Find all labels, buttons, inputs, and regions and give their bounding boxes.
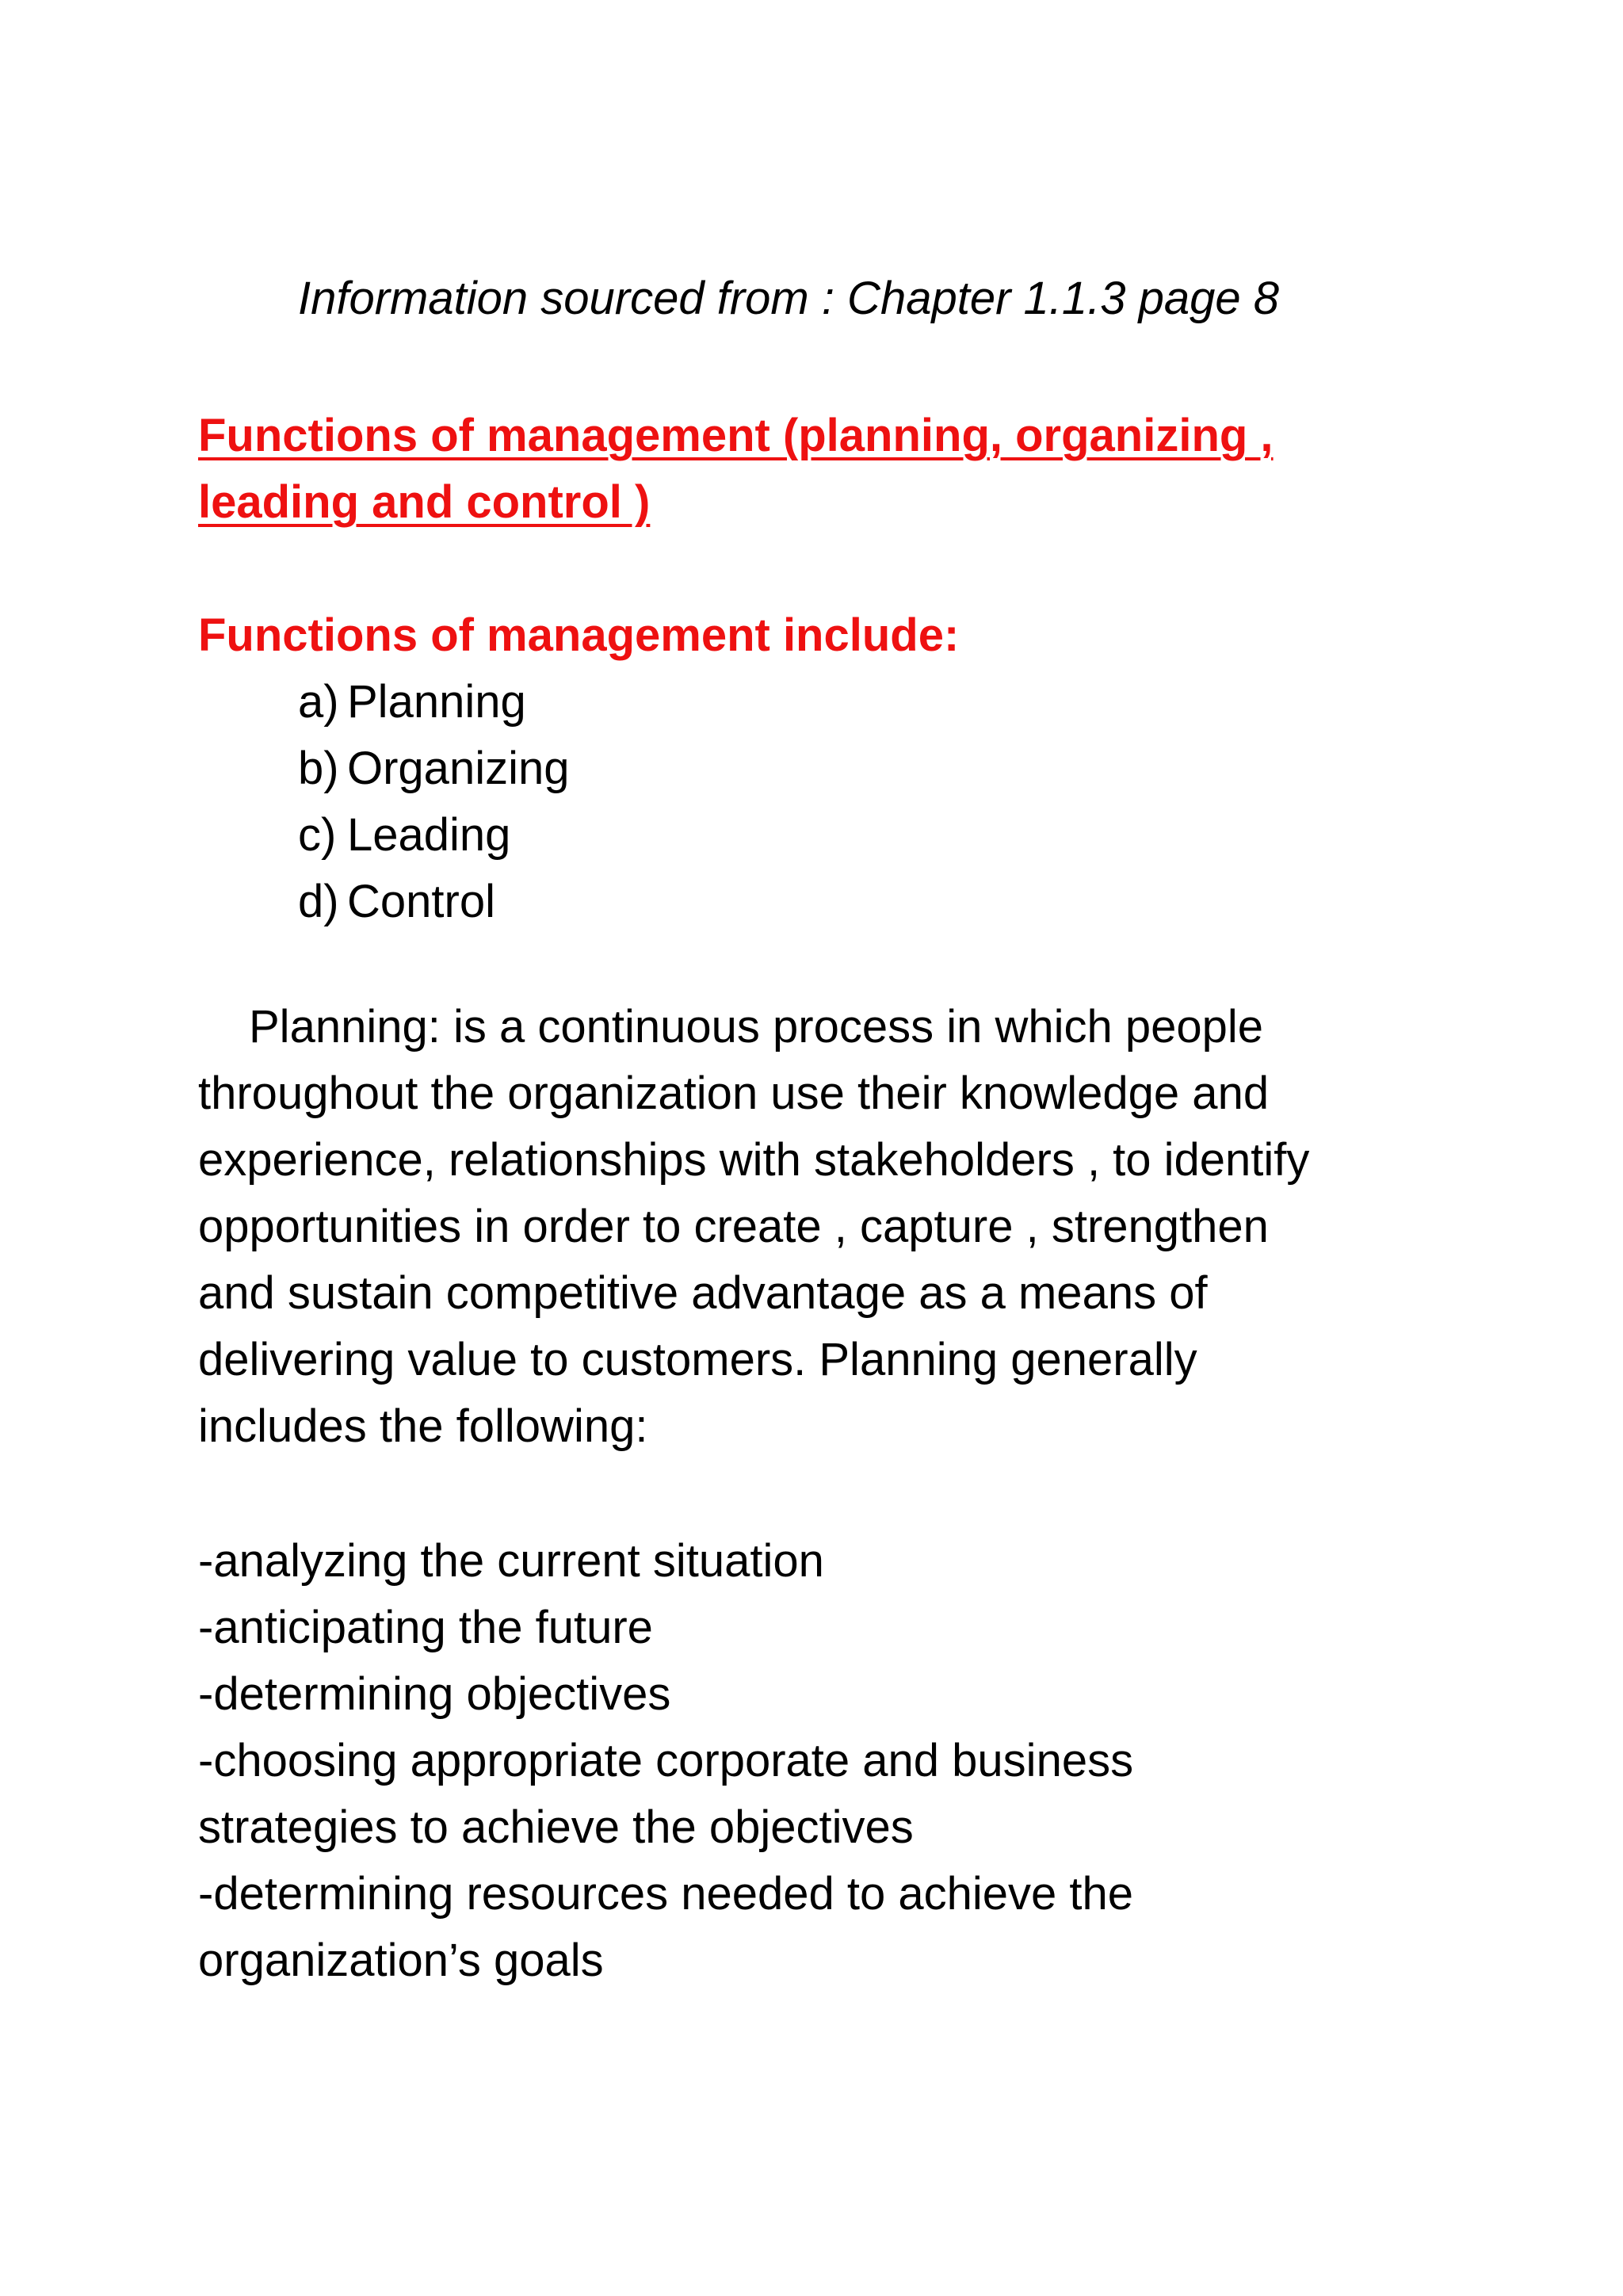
section-heading-line-1: Functions of management (planning, organizing ,	[198, 410, 1274, 461]
list-item	[298, 735, 569, 802]
functions-list	[298, 669, 569, 935]
list-marker: d)	[298, 876, 339, 927]
paragraph-line: and sustain competitive advantage as a means of	[198, 1267, 1208, 1319]
bullet-line: -anticipating the future	[198, 1602, 653, 1653]
paragraph-line: includes the following:	[198, 1400, 648, 1452]
paragraph-line: delivering value to customers. Planning generally	[198, 1334, 1197, 1385]
planning-steps-list	[198, 1528, 1450, 1994]
list-marker: b)	[298, 743, 339, 794]
subheading: Functions of management include:	[198, 609, 960, 661]
paragraph-line: opportunities in order to create , capture , strengthen	[198, 1201, 1269, 1252]
paragraph-line: experience, relationships with stakeholders , to identify	[198, 1134, 1310, 1186]
section-heading	[198, 403, 1466, 536]
list-item-label: Planning	[347, 676, 526, 728]
list-item-label: Organizing	[347, 743, 570, 794]
bullet-line: organization’s goals	[198, 1935, 604, 1986]
list-item	[298, 669, 569, 735]
list-marker: a)	[298, 676, 339, 728]
section-heading-line-2: leading and control )	[198, 476, 651, 528]
list-item-label: Leading	[347, 809, 511, 861]
bullet-line: -determining objectives	[198, 1668, 671, 1720]
bullet-line: -analyzing the current situation	[198, 1535, 824, 1587]
bullet-line: -determining resources needed to achieve the	[198, 1868, 1134, 1920]
bullet-line: -choosing appropriate corporate and business	[198, 1735, 1134, 1786]
list-item	[298, 802, 569, 869]
bullet-line: strategies to achieve the objectives	[198, 1801, 914, 1853]
paragraph-line: Planning: is a continuous process in which people	[249, 1001, 1264, 1052]
paragraph-line: throughout the organization use their knowledge and	[198, 1068, 1270, 1119]
list-item	[298, 869, 569, 935]
list-marker: c)	[298, 809, 337, 861]
source-citation: Information sourced from : Chapter 1.1.3 page 8	[298, 273, 1280, 324]
planning-paragraph	[198, 994, 1450, 1460]
list-item-label: Control	[347, 876, 495, 927]
